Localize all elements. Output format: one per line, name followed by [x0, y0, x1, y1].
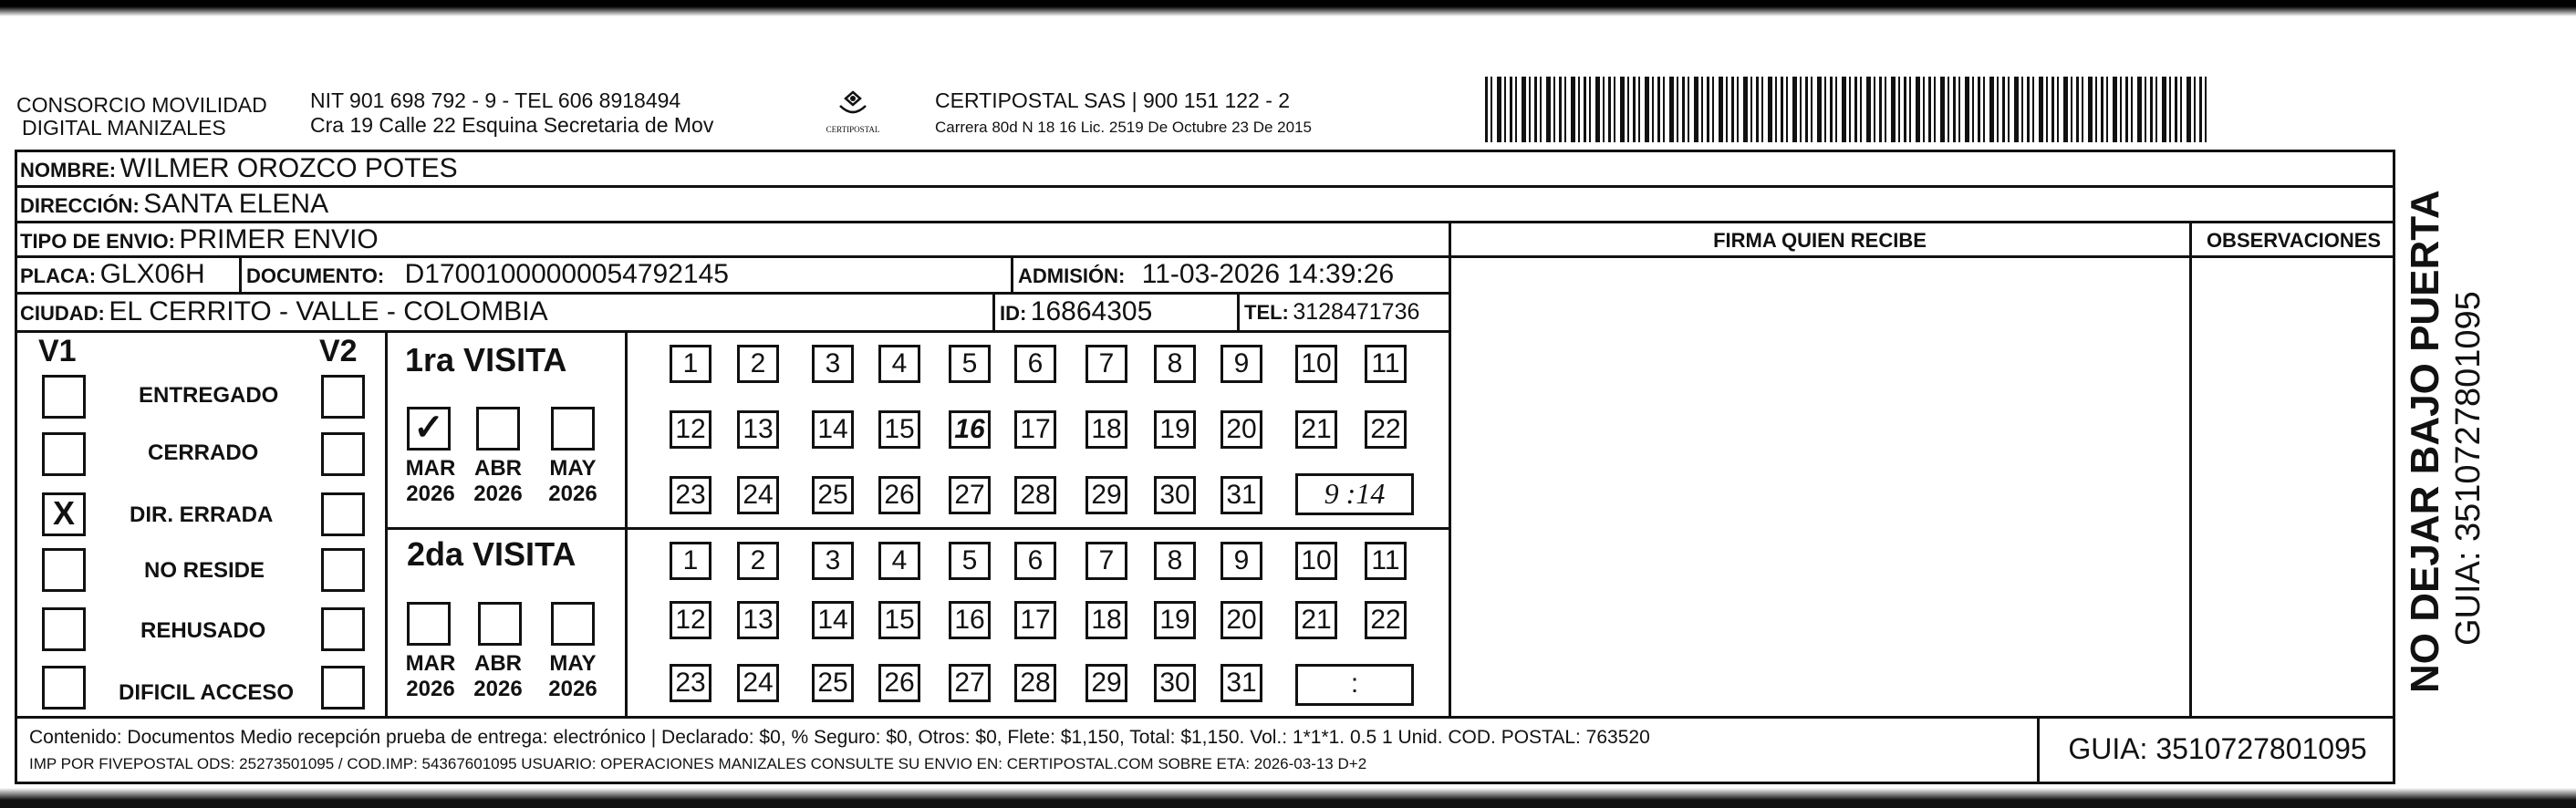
- day-number: 19: [1159, 414, 1190, 444]
- second-visit-day-6[interactable]: [1014, 542, 1056, 580]
- first-visit-day-24[interactable]: [737, 476, 779, 514]
- tel-cell: [1244, 299, 1419, 326]
- second-visit-day-18[interactable]: [1085, 601, 1127, 639]
- day-number: 7: [1098, 348, 1115, 378]
- first-visit-day-30[interactable]: [1154, 476, 1196, 514]
- day-number: 3: [825, 348, 841, 378]
- second-visit-day-12[interactable]: [670, 601, 712, 639]
- first-visit-day-18[interactable]: [1085, 410, 1127, 449]
- day-number: 21: [1301, 414, 1332, 444]
- day-number: 20: [1226, 414, 1257, 444]
- certipostal-logo: [816, 89, 889, 142]
- status-entregado: ENTREGADO: [139, 383, 279, 408]
- company-contact: [310, 88, 713, 138]
- company-name: [16, 94, 267, 140]
- day-number: 23: [675, 668, 706, 698]
- year-may: 2026: [548, 677, 597, 701]
- day-number: 16: [954, 414, 985, 444]
- first-visit-day-14[interactable]: [812, 410, 854, 449]
- v1-label: V1: [38, 334, 77, 368]
- second-visit-day-28[interactable]: [1014, 664, 1056, 702]
- day-number: 24: [743, 668, 774, 698]
- first-visit-day-19[interactable]: [1154, 410, 1196, 449]
- day-number: 18: [1091, 414, 1122, 444]
- second-visit-day-8[interactable]: [1154, 542, 1196, 580]
- first-visit-abr-checkbox[interactable]: [476, 407, 520, 451]
- id-label: ID:: [1000, 302, 1027, 325]
- second-visit-day-5[interactable]: [949, 542, 991, 580]
- second-visit-day-3[interactable]: [812, 542, 854, 580]
- tel-label: TEL:: [1244, 301, 1289, 324]
- day-number: 2: [750, 545, 766, 575]
- day-number: 25: [817, 480, 848, 510]
- first-visit-day-25[interactable]: [812, 476, 854, 514]
- logo-emblem-icon: [833, 89, 873, 120]
- day-number: 25: [817, 668, 848, 698]
- first-visit-mar-label: [405, 456, 456, 507]
- day-number: 3: [825, 545, 841, 575]
- month-mar: MAR: [405, 651, 456, 676]
- first-visit-day-6[interactable]: [1014, 345, 1056, 383]
- v2-entregado-checkbox[interactable]: [321, 375, 365, 419]
- tipo-envio-row: [20, 224, 379, 255]
- first-visit-day-3[interactable]: [812, 345, 854, 383]
- day-number: 24: [743, 480, 774, 510]
- first-visit-day-28[interactable]: [1014, 476, 1056, 514]
- day-number: 28: [1020, 480, 1051, 510]
- direccion-value: SANTA ELENA: [143, 189, 329, 219]
- second-visit-day-23[interactable]: [670, 664, 712, 702]
- second-visit-day-26[interactable]: [878, 664, 920, 702]
- first-visit-day-10[interactable]: [1295, 345, 1337, 383]
- day-number: 11: [1371, 545, 1400, 575]
- second-visit-day-29[interactable]: [1085, 664, 1127, 702]
- observaciones-label: OBSERVACIONES: [2206, 229, 2382, 252]
- first-visit-day-2[interactable]: [737, 345, 779, 383]
- second-visit-mar-label: [405, 651, 456, 702]
- day-number: 30: [1159, 668, 1190, 698]
- first-visit-day-7[interactable]: [1085, 345, 1127, 383]
- admision-value: 11-03-2026 14:39:26: [1141, 259, 1395, 289]
- no-dejar-bajo-puerta: NO DEJAR BAJO PUERTA: [2403, 190, 2447, 693]
- v1-entregado-checkbox[interactable]: [42, 375, 86, 419]
- day-number: 31: [1226, 480, 1257, 510]
- second-visit-day-1[interactable]: [670, 542, 712, 580]
- side-guia: GUIA: 3510727801095: [2449, 291, 2488, 646]
- first-visit-day-21[interactable]: [1295, 410, 1337, 449]
- day-number: 22: [1370, 414, 1401, 444]
- second-visit-day-17[interactable]: [1014, 601, 1056, 639]
- row-divider-5: [15, 292, 1450, 295]
- day-number: 4: [891, 348, 908, 378]
- second-visit-time: :: [1350, 668, 1359, 699]
- first-visit-day-13[interactable]: [737, 410, 779, 449]
- first-visit-day-5[interactable]: [949, 345, 991, 383]
- first-visit-day-11[interactable]: [1365, 345, 1407, 383]
- x-mark-icon: X: [52, 494, 75, 532]
- first-visit-day-16[interactable]: [949, 410, 991, 449]
- v2-rehusado-checkbox[interactable]: [321, 607, 365, 651]
- day-number: 4: [891, 545, 908, 575]
- second-visit-day-4[interactable]: [878, 542, 920, 580]
- v2-cerrado-checkbox[interactable]: [321, 432, 365, 476]
- day-number: 19: [1159, 605, 1190, 635]
- status-cerrado: CERRADO: [148, 440, 259, 465]
- certipostal-line-1: CERTIPOSTAL SAS | 900 151 122 - 2: [935, 88, 1291, 112]
- day-number: 29: [1091, 668, 1122, 698]
- day-number: 22: [1370, 605, 1401, 635]
- status-rehusado: REHUSADO: [140, 618, 266, 643]
- day-number: 6: [1027, 545, 1044, 575]
- nombre-label: NOMBRE:: [20, 159, 117, 181]
- first-visit-day-4[interactable]: [878, 345, 920, 383]
- tel-value: 3128471736: [1293, 299, 1420, 325]
- address-line: Cra 19 Calle 22 Esquina Secretaria de Mov: [310, 113, 714, 137]
- day-number: 29: [1091, 480, 1122, 510]
- firma-area[interactable]: [1450, 258, 2189, 716]
- footer-imp: IMP POR FIVEPOSTAL ODS: 25273501095 / COD.IMP: 54367601095 USUARIO: OPERACIONES MANIZALES CONSULTE SU ENVIO EN: CERTIPOSTAL.COM SOBRE ETA: 2026-03-13 D+2: [29, 755, 1367, 772]
- day-number: 10: [1301, 545, 1332, 575]
- year-mar: 2026: [406, 677, 455, 701]
- second-visit-day-7[interactable]: [1085, 542, 1127, 580]
- firma-label: FIRMA QUIEN RECIBE: [1713, 229, 1927, 252]
- first-visit-day-22[interactable]: [1365, 410, 1407, 449]
- placa-divider: [239, 255, 242, 292]
- first-visit-mar-checkbox[interactable]: [407, 407, 451, 451]
- admision-divider: [1011, 255, 1013, 292]
- visit-month-divider: [625, 330, 628, 716]
- year-mar: 2026: [406, 482, 455, 506]
- admision-label: ADMISIÓN:: [1018, 264, 1126, 287]
- tel-divider: [1237, 292, 1240, 330]
- day-number: 15: [884, 414, 915, 444]
- second-visit-time-box[interactable]: [1295, 664, 1414, 706]
- direccion-label: DIRECCIÓN:: [20, 194, 140, 217]
- first-visit-title: 1ra VISITA: [405, 341, 567, 378]
- v1-cerrado-checkbox[interactable]: [42, 432, 86, 476]
- check-mark-icon: ✓: [413, 408, 444, 448]
- admision-cell: [1018, 259, 1394, 290]
- row-divider-2: [15, 221, 2395, 223]
- day-number: 9: [1233, 545, 1250, 575]
- observaciones-area[interactable]: [2192, 258, 2395, 716]
- documento-label: DOCUMENTO:: [246, 264, 385, 287]
- nit-line: NIT 901 698 792 - 9 - TEL 606 8918494: [310, 88, 681, 112]
- day-number: 1: [682, 348, 699, 378]
- day-number: 13: [743, 414, 774, 444]
- day-number: 17: [1020, 605, 1051, 635]
- first-visit-day-17[interactable]: [1014, 410, 1056, 449]
- v1-no-reside-checkbox[interactable]: [42, 548, 86, 592]
- month-may: MAY: [549, 651, 597, 676]
- first-visit-may-checkbox[interactable]: [551, 407, 595, 451]
- year-may: 2026: [548, 482, 597, 506]
- row-divider-1: [15, 185, 2395, 188]
- day-number: 20: [1226, 605, 1257, 635]
- logo-text: CERTIPOSTAL: [826, 125, 880, 134]
- placa-cell: [20, 259, 205, 290]
- first-visit-day-26[interactable]: [878, 476, 920, 514]
- row-divider-6: [15, 330, 1450, 333]
- v2-dir-errada-checkbox[interactable]: [321, 492, 365, 536]
- placa-label: PLACA:: [20, 264, 97, 287]
- day-number: 1: [682, 545, 699, 575]
- first-visit-day-27[interactable]: [949, 476, 991, 514]
- v2-dificil-acceso-checkbox[interactable]: [321, 666, 365, 710]
- footer-contenido: Contenido: Documentos Medio recepción prueba de entrega: electrónico | Declarado: $0, % Seguro: $0, Otros: $0, Flete: $1,150, Total: $1,150. Vol.: 1*1*1. 0.5 1 Unid. COD. POSTAL: 763520: [29, 727, 1650, 748]
- day-number: 5: [961, 348, 978, 378]
- day-number: 23: [675, 480, 706, 510]
- second-visit-may-checkbox[interactable]: [551, 602, 595, 646]
- day-number: 16: [954, 605, 985, 635]
- second-visit-day-16[interactable]: [949, 601, 991, 639]
- day-number: 12: [675, 414, 706, 444]
- second-visit-day-14[interactable]: [812, 601, 854, 639]
- first-visit-day-12[interactable]: [670, 410, 712, 449]
- day-number: 8: [1167, 348, 1183, 378]
- day-number: 28: [1020, 668, 1051, 698]
- second-visit-may-label: [545, 651, 600, 702]
- month-may: MAY: [549, 456, 597, 481]
- day-number: 17: [1020, 414, 1051, 444]
- day-number: 2: [750, 348, 766, 378]
- first-visit-day-1[interactable]: [670, 345, 712, 383]
- tipo-envio-value: PRIMER ENVIO: [179, 224, 379, 254]
- v1-rehusado-checkbox[interactable]: [42, 607, 86, 651]
- status-divider: [385, 330, 388, 716]
- ciudad-cell: [20, 296, 548, 327]
- id-value: 16864305: [1030, 296, 1153, 326]
- status-dir-errada: DIR. ERRADA: [130, 502, 274, 527]
- day-number: 15: [884, 605, 915, 635]
- month-abr: ABR: [474, 456, 522, 481]
- certipostal-info: [935, 87, 1312, 141]
- status-no-reside: NO RESIDE: [144, 558, 265, 583]
- first-visit-day-31[interactable]: [1220, 476, 1262, 514]
- day-number: 10: [1301, 348, 1332, 378]
- second-visit-day-21[interactable]: [1295, 601, 1337, 639]
- side-warning: [2403, 182, 2488, 693]
- day-number: 14: [817, 414, 848, 444]
- first-visit-time: 9 :14: [1324, 477, 1386, 510]
- year-abr: 2026: [473, 482, 523, 506]
- company-line-1: CONSORCIO MOVILIDAD: [16, 93, 267, 117]
- placa-value: GLX06H: [99, 259, 205, 289]
- second-visit-day-20[interactable]: [1220, 601, 1262, 639]
- second-visit-abr-checkbox[interactable]: [478, 602, 522, 646]
- visit-divider: [385, 527, 1449, 530]
- first-visit-abr-label: [473, 456, 524, 507]
- barcode: [1485, 77, 2211, 142]
- v2-label: V2: [319, 334, 358, 368]
- year-abr: 2026: [473, 677, 523, 701]
- day-number: 30: [1159, 480, 1190, 510]
- v1-dificil-acceso-checkbox[interactable]: [42, 666, 86, 710]
- day-number: 6: [1027, 348, 1044, 378]
- second-visit-day-24[interactable]: [737, 664, 779, 702]
- day-number: 14: [817, 605, 848, 635]
- day-number: 27: [954, 668, 985, 698]
- second-visit-day-31[interactable]: [1220, 664, 1262, 702]
- status-dificil-acceso: DIFICIL ACCESO: [119, 680, 295, 705]
- first-visit-day-23[interactable]: [670, 476, 712, 514]
- day-number: 27: [954, 480, 985, 510]
- second-visit-day-2[interactable]: [737, 542, 779, 580]
- first-visit-day-8[interactable]: [1154, 345, 1196, 383]
- day-number: 5: [961, 545, 978, 575]
- first-visit-day-15[interactable]: [878, 410, 920, 449]
- second-visit-abr-label: [473, 651, 524, 702]
- second-visit-day-10[interactable]: [1295, 542, 1337, 580]
- id-cell: [1000, 296, 1152, 327]
- first-visit-may-label: [545, 456, 600, 507]
- certipostal-line-2: Carrera 80d N 18 16 Lic. 2519 De Octubre 23 De 2015: [935, 119, 1312, 136]
- day-number: 8: [1167, 545, 1183, 575]
- month-abr: ABR: [474, 651, 522, 676]
- direccion-row: [20, 189, 328, 220]
- day-number: 7: [1098, 545, 1115, 575]
- second-visit-day-25[interactable]: [812, 664, 854, 702]
- footer-guia: GUIA: 3510727801095: [2068, 732, 2367, 765]
- second-visit-day-11[interactable]: [1365, 542, 1407, 580]
- month-mar: MAR: [405, 456, 456, 481]
- row-divider-3: [15, 255, 1450, 258]
- scan-edge-top: [0, 0, 2576, 16]
- scan-edge-bottom: [0, 788, 2576, 808]
- first-visit-day-20[interactable]: [1220, 410, 1262, 449]
- first-visit-time-box[interactable]: [1295, 473, 1414, 515]
- ciudad-value: EL CERRITO - VALLE - COLOMBIA: [109, 296, 548, 326]
- day-number: 26: [884, 480, 915, 510]
- second-visit-title: 2da VISITA: [407, 535, 576, 573]
- company-line-2: DIGITAL MANIZALES: [22, 116, 226, 140]
- id-divider: [992, 292, 995, 330]
- second-visit-day-19[interactable]: [1154, 601, 1196, 639]
- second-visit-day-27[interactable]: [949, 664, 991, 702]
- first-visit-day-9[interactable]: [1220, 345, 1262, 383]
- day-number: 9: [1233, 348, 1250, 378]
- second-visit-day-13[interactable]: [737, 601, 779, 639]
- day-number: 18: [1091, 605, 1122, 635]
- second-visit-mar-checkbox[interactable]: [407, 602, 451, 646]
- v2-no-reside-checkbox[interactable]: [321, 548, 365, 592]
- day-number: 31: [1226, 668, 1257, 698]
- tipo-envio-label: TIPO DE ENVIO:: [20, 230, 175, 253]
- day-number: 26: [884, 668, 915, 698]
- day-number: 13: [743, 605, 774, 635]
- day-number: 11: [1371, 348, 1400, 378]
- day-number: 21: [1301, 605, 1332, 635]
- ciudad-label: CIUDAD:: [20, 302, 105, 325]
- second-visit-day-9[interactable]: [1220, 542, 1262, 580]
- documento-value: D17001000000054792145: [404, 259, 729, 289]
- second-visit-day-30[interactable]: [1154, 664, 1196, 702]
- second-visit-day-22[interactable]: [1365, 601, 1407, 639]
- nombre-row: [20, 153, 458, 184]
- documento-cell: [246, 259, 729, 290]
- second-visit-day-15[interactable]: [878, 601, 920, 639]
- day-number: 12: [675, 605, 706, 635]
- nombre-value: WILMER OROZCO POTES: [119, 153, 458, 183]
- v1-dir-errada-checkbox[interactable]: [42, 492, 86, 536]
- first-visit-day-29[interactable]: [1085, 476, 1127, 514]
